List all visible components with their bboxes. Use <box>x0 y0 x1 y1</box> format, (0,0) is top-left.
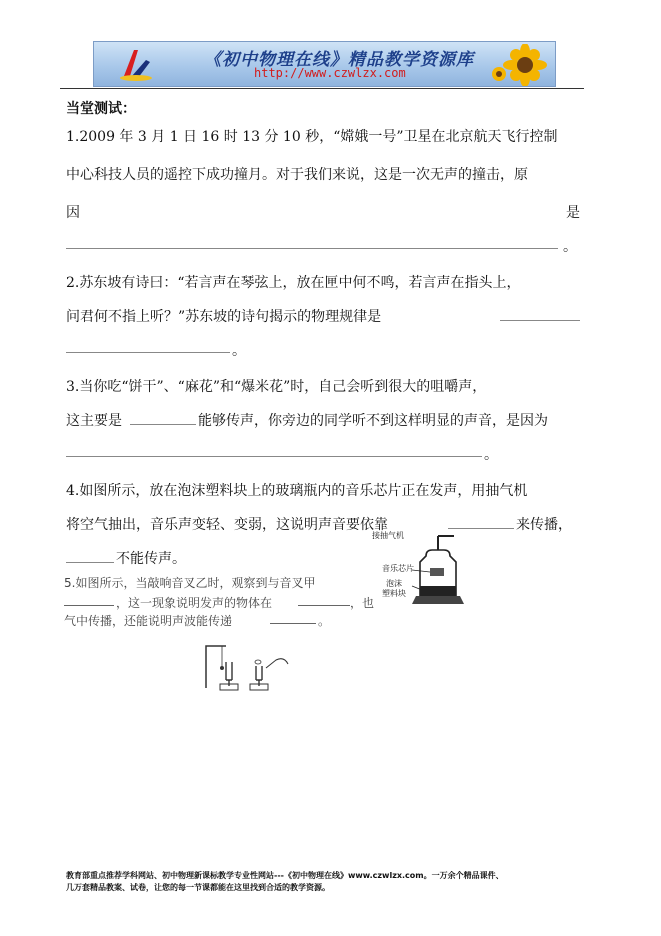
banner-url[interactable]: http://www.czwlzx.com <box>254 66 406 80</box>
q5-line1: 5.如图所示，当敲响音叉乙时，观察到与音叉甲 <box>64 576 316 590</box>
q3-line1: 3.当你吃“饼干”、“麻花”和“爆米花”时，自己会听到很大的咀嚼声， <box>66 379 487 395</box>
q4-line2b: 来传播， <box>516 517 572 533</box>
q1-line3b: 是 <box>566 205 580 221</box>
fig-label-foam1: 泡沫 <box>386 579 402 588</box>
footer-line1: 教育部重点推荐学科网站、初中物理新课标教学专业性网站---《初中物理在线》www.czwlzx.com。一万余个精品课件、 <box>66 871 504 880</box>
q3-end: 。 <box>484 447 498 463</box>
header-rule <box>60 88 584 89</box>
q1-answer-blank[interactable] <box>66 248 558 249</box>
fig-label-chip: 音乐芯片 <box>382 564 414 573</box>
q4-line1: 4.如图所示，放在泡沫塑料块上的玻璃瓶内的音乐芯片正在发声，用抽气机 <box>66 483 528 499</box>
q5-answer-blank-b[interactable] <box>298 605 350 606</box>
footer-line2: 几万套精品教案、试卷，让您的每一节课都能在这里找到合适的教学资源。 <box>66 883 330 892</box>
q1-end: 。 <box>563 239 577 255</box>
q3-line2b: 能够传声，你旁边的同学听不到这样明显的声音，是因为 <box>198 413 548 429</box>
q5-line2b: ，也 <box>350 596 375 610</box>
q3-line2a: 这主要是 <box>66 413 122 429</box>
q2-line1: 2.苏东坡有诗曰：“若言声在琴弦上，放在匣中何不鸣，若言声在指头上， <box>66 275 521 291</box>
site-banner <box>93 41 556 87</box>
q5-line3a: 气中传播，还能说明声波能传递 <box>64 614 233 628</box>
q3-answer-blank-b[interactable] <box>66 456 482 457</box>
q3-answer-blank-a[interactable] <box>130 424 196 425</box>
q2-line2: 问君何不指上听？”苏东坡的诗句揭示的物理规律是 <box>66 309 382 325</box>
q1-line2: 中心科技人员的遥控下成功撞月。对于我们来说，这是一次无声的撞击，原 <box>66 167 528 183</box>
banner-title: 《初中物理在线》精品教学资源库 <box>204 50 474 70</box>
q2-end: 。 <box>232 343 246 359</box>
q5-line3b: 。 <box>318 614 331 628</box>
q4-line2a: 将空气抽出，音乐声变轻、变弱，这说明声音要依靠 <box>66 517 388 533</box>
logo-icon <box>116 46 156 82</box>
tuning-fork-figure <box>200 640 300 692</box>
section-heading: 当堂测试： <box>66 101 136 117</box>
q1-line1: 1.2009 年 3 月 1 日 16 时 13 分 10 秒，“嫦娥一号”卫星在北京航天飞行控制 <box>66 129 558 145</box>
q1-line3a: 因 <box>66 205 80 221</box>
q5-answer-blank-c[interactable] <box>270 623 316 624</box>
fig-label-foam2: 塑料块 <box>382 589 406 598</box>
sunflower-icon <box>489 44 547 86</box>
fig-label-pump: 接抽气机 <box>372 531 404 540</box>
q2-answer-blank-b[interactable] <box>66 352 230 353</box>
q5-answer-blank-a[interactable] <box>64 605 114 606</box>
q2-answer-blank-a[interactable] <box>500 320 580 321</box>
q4-answer-blank-b[interactable] <box>66 562 114 563</box>
q4-line3: 不能传声。 <box>116 551 186 567</box>
q5-line2a: ，这一现象说明发声的物体在 <box>116 596 273 610</box>
